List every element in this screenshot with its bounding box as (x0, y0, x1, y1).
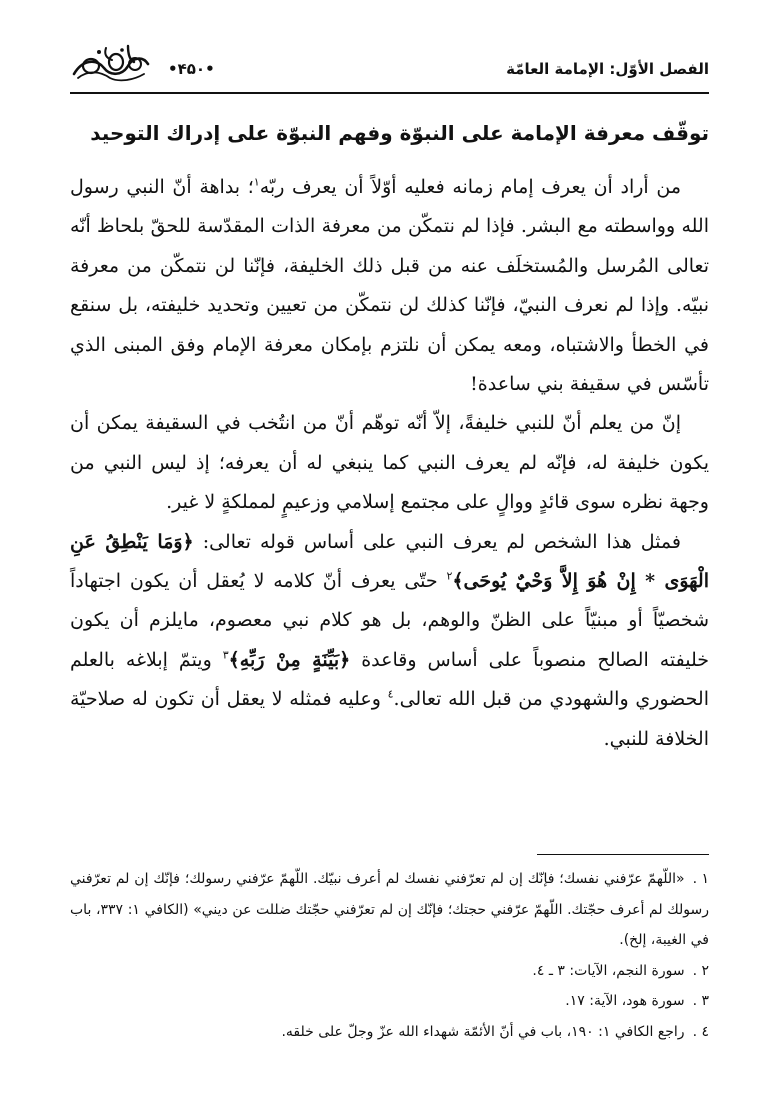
paragraph-2 (70, 404, 709, 522)
footnote-text: سورة هود، الآية: ١٧. (565, 993, 685, 1009)
footnote-ref-3: ٣ (222, 648, 229, 662)
footnote-number: ٣ . (692, 993, 709, 1009)
body-text (70, 168, 709, 759)
quran-verse-2: ﴿بَيِّنَةٍ مِنْ رَبِّهِ﴾ (228, 648, 351, 671)
page-number: •۴۵۰• (168, 60, 215, 78)
footnote-divider (537, 854, 709, 855)
footnote-4 (70, 1017, 709, 1048)
section-heading: توقّف معرفة الإمامة على النبوّة وفهم النبوّة على إدراك التوحيد (90, 121, 709, 145)
footnote-number: ٤ . (692, 1023, 709, 1040)
footnote-ref-1: ١ (253, 175, 260, 189)
footnote-text: راجع الكافي ١: ١٩٠، باب في أنّ الأئمّة شهداء الله عزّ وجلّ على خلقه. (281, 1023, 685, 1040)
paragraph-3-text-b: حتّى يعرف أنّ كلامه لا يُعقل أن يكون اجتهاداً شخصيّاً أو مبنيّاً على الظنّ والوهم، بل هو كلام نبي معصوم، مايلزم أن يكون خليفته الصالح منصوباً على أساس وقاعدة (70, 570, 709, 671)
footnote-text: «اللّهمّ عرّفني نفسك؛ فإنّك إن لم تعرّفني نفسك لم أعرف نبيّك. اللّهمّ عرّفني رسولك؛ فإنّك إن لم تعرّفني رسولك لم أعرف حجّتك. اللّهمّ عرّفني حجتك؛ فإنّك إن لم تعرّفني حجّتك ضللت عن ديني» (الكافي ١: ٣٣٧، باب في الغيبة، إلخ). (70, 871, 710, 948)
footnote-2 (70, 956, 709, 987)
paragraph-1-text-b: ؛ بداهة أنّ النبي رسول الله وواسطته مع البشر. فإذا لم نتمكّن من معرفة الذات المقدّسة للحقّ بلحاظ أنّه تعالى المُرسل والمُستخلَف عنه من قبل ذلك الخليفة، فإنّنا لن نتمكّن من معرفة نبيّه. وإذا لم نعرف النبيّ، فإنّنا كذلك لن نتمكّن من تعيين وتحديد خليفته، بل سنقع في الخطأ والاشتباه، ومعه يمكن أن نلتزم بإمكان معرفة الإمام وفق المبنى الذي تأسّس في سقيفة بني ساعدة! (70, 176, 709, 396)
paragraph-3-text-c: ويتمّ إبلاغه بالعلم الحضوري والشهودي من قبل الله تعالى. (70, 648, 709, 711)
paragraph-3-text-a: فمثل هذا الشخص لم يعرف النبي على أساس قوله تعالى: (193, 530, 681, 553)
quran-verse-1: ﴿وَمَا يَنْطِقُ عَنِ الْهَوَى * إِنْ هُوَ إِلاَّ وَحْيٌ يُوحَى﴾ (70, 530, 709, 593)
footnote-ref-2: ٢ (446, 569, 453, 583)
footnote-1 (70, 864, 709, 956)
footnote-ref-4: ٤ (387, 687, 394, 701)
paragraph-1 (70, 168, 709, 404)
paragraph-3-text-d: وعليه فمثله لا يعقل أن تكون له صلاحيّة الخلافة للنبي. (70, 688, 709, 750)
footnote-3 (70, 986, 709, 1017)
page-number-value: ۴۵۰ (177, 60, 206, 78)
paragraph-2-text: إنّ من يعلم أنّ للنبي خليفةً، إلاّ أنّه توهّم أنّ من انتُخب في السقيفة يمكن أن يكون خليفة له، فإنّه لم يعرف النبي كما ينبغي له أن يعرفه؛ إذ ليس النبي من وجهة نظره سوى قائدٍ ووالٍ على مجتمع إسلامي وزعيمٍ لمملكةٍ لا غير. (70, 412, 709, 514)
chapter-title: الفصل الأوّل: الإمامة العامّة (506, 60, 709, 78)
paragraph-3 (70, 523, 709, 759)
footnotes (70, 864, 709, 1047)
paragraph-1-text-a: من أراد أن يعرف إمام زمانه فعليه أوّلاً أن يعرف ربّه (259, 176, 682, 198)
footnote-number: ١ . (692, 871, 709, 887)
footnote-number: ٢ . (692, 962, 709, 979)
calligraphic-ornament-icon (70, 40, 152, 84)
header-divider (70, 92, 709, 94)
page-header (70, 40, 709, 92)
footnote-text: سورة النجم، الآيات: ٣ ـ ٤. (532, 962, 685, 979)
